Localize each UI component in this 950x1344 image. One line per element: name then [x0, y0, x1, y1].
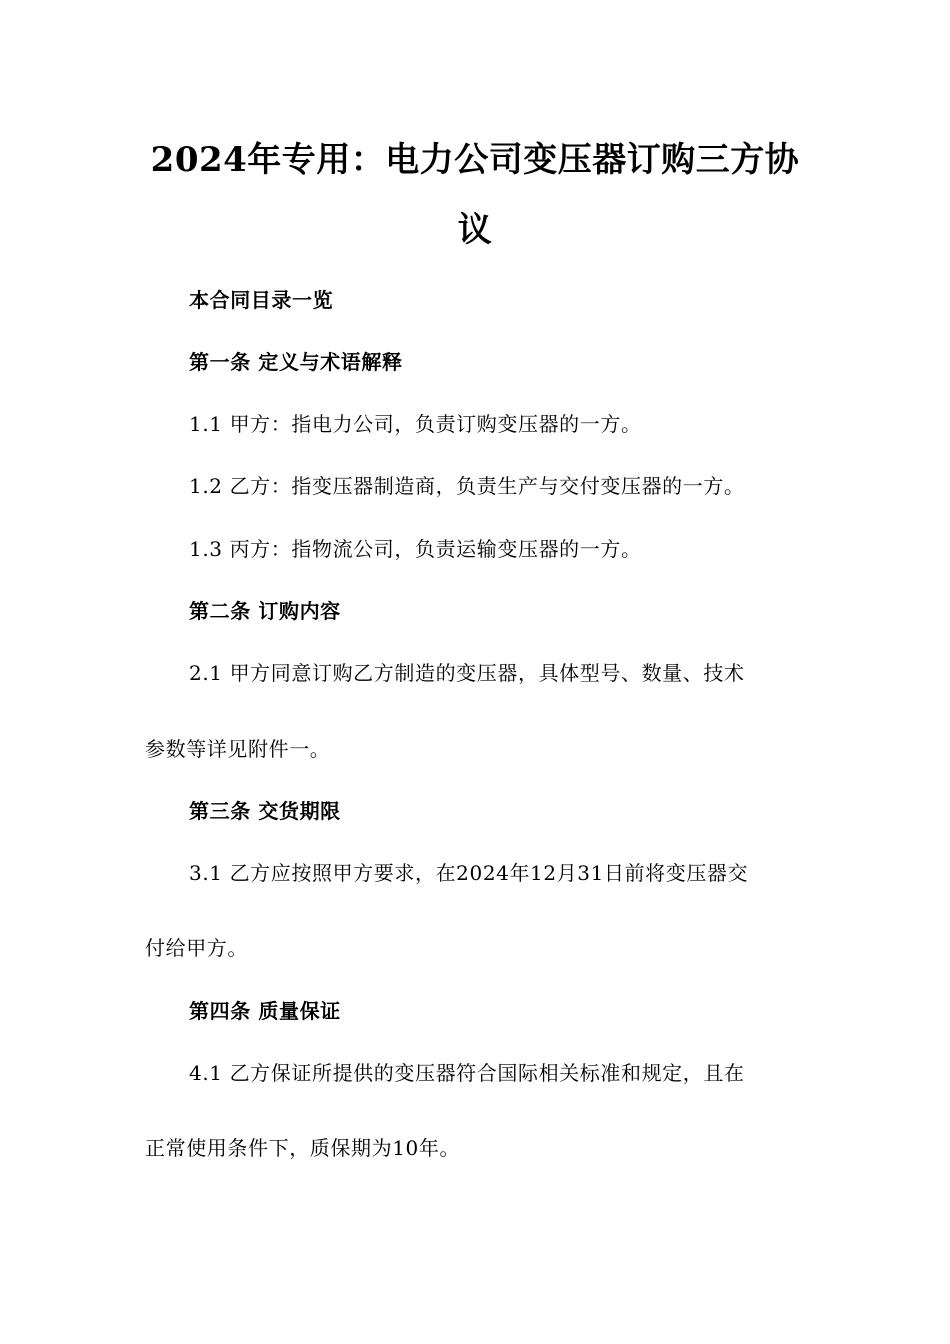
- clause-1-3: 1.3 丙方：指物流公司，负责运输变压器的一方。: [189, 537, 642, 561]
- clause-1-2: 1.2 乙方：指变压器制造商，负责生产与交付变压器的一方。: [189, 474, 745, 498]
- toc-heading: 本合同目录一览: [189, 288, 334, 312]
- clause-2-1-line-1: 2.1 甲方同意订购乙方制造的变压器，具体型号、数量、技术: [189, 661, 745, 685]
- clause-3-1-line-2: 付给甲方。: [145, 936, 248, 960]
- clause-2-1-line-2: 参数等详见附件一。: [145, 737, 331, 761]
- article-3-heading: 第三条 交货期限: [189, 799, 341, 823]
- article-4-heading: 第四条 质量保证: [189, 999, 341, 1023]
- document-title-line-2: 议: [457, 210, 493, 250]
- document-title-line-1: 2024年专用：电力公司变压器订购三方协: [150, 140, 800, 180]
- clause-3-1-line-1: 3.1 乙方应按照甲方要求，在2024年12月31日前将变压器交: [189, 861, 749, 885]
- clause-1-1: 1.1 甲方：指电力公司，负责订购变压器的一方。: [189, 412, 642, 436]
- clause-4-1-line-1: 4.1 乙方保证所提供的变压器符合国际相关标准和规定，且在: [189, 1061, 745, 1085]
- article-1-heading: 第一条 定义与术语解释: [189, 350, 403, 374]
- article-2-heading: 第二条 订购内容: [189, 599, 341, 623]
- clause-4-1-line-2: 正常使用条件下，质保期为10年。: [145, 1136, 461, 1160]
